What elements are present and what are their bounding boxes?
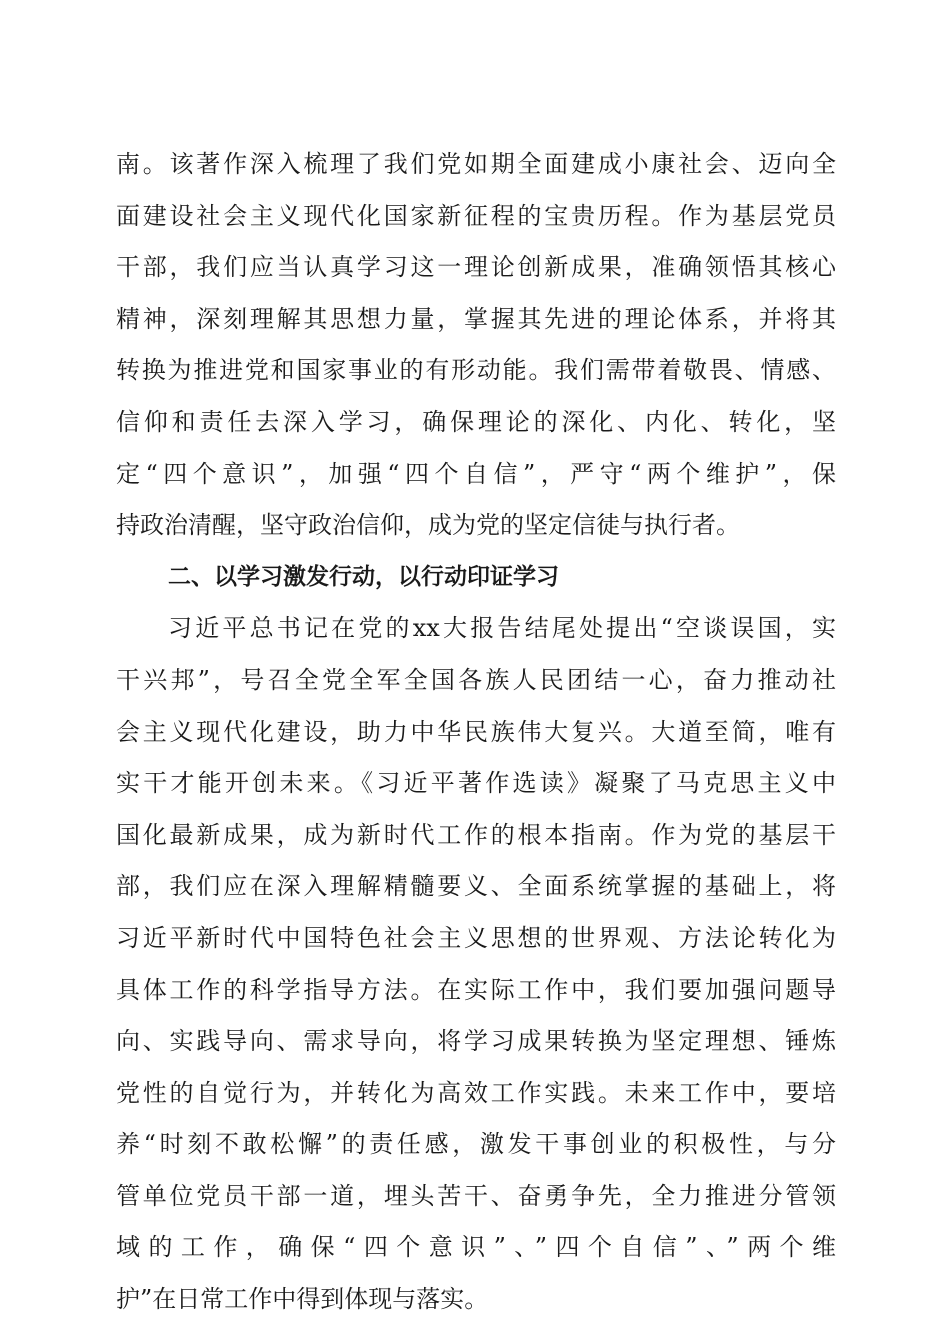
- paragraph-line: 养“时刻不敢松懈”的责任感，激发干事创业的积极性，与分: [116, 1130, 836, 1159]
- paragraph-line: 南。该著作深入梳理了我们党如期全面建成小康社会、迈向全: [116, 150, 836, 178]
- paragraph-line: 面建设社会主义现代化国家新征程的宝贵历程。作为基层党员: [116, 201, 836, 230]
- paragraph-line: 习近平总书记在党的xx大报告结尾处提出“空谈误国，实: [168, 614, 836, 643]
- paragraph-line: 干部，我们应当认真学习这一理论创新成果，准确领悟其核心: [116, 253, 836, 282]
- paragraph-line: 精神，深刻理解其思想力量，掌握其先进的理论体系，并将其: [116, 304, 836, 333]
- paragraph-2: [116, 603, 836, 1325]
- document-page: [116, 139, 836, 1326]
- paragraph-line: 干兴邦”，号召全党全军全国各族人民团结一心，奋力推动社: [116, 665, 836, 694]
- paragraph-line: 护”在日常工作中得到体现与落实。: [116, 1285, 489, 1314]
- paragraph-line: 定“四个意识”，加强“四个自信”，严守“两个维护”，保: [116, 459, 836, 488]
- paragraph-line: 会主义现代化建设，助力中华民族伟大复兴。大道至简，唯有: [116, 717, 836, 746]
- paragraph-line: 持政治清醒，坚守政治信仰，成为党的坚定信徒与执行者。: [116, 511, 740, 540]
- paragraph-line: 部，我们应在深入理解精髓要义、全面系统掌握的基础上，将: [116, 872, 836, 901]
- paragraph-line: 具体工作的科学指导方法。在实际工作中，我们要加强问题导: [116, 975, 836, 1004]
- paragraph-line: 向、实践导向、需求导向，将学习成果转换为坚定理想、锤炼: [116, 1027, 836, 1056]
- paragraph-line: 转换为推进党和国家事业的有形动能。我们需带着敬畏、情感、: [116, 356, 836, 385]
- paragraph-line: 管单位党员干部一道，埋头苦干、奋勇争先，全力推进分管领: [116, 1181, 836, 1210]
- paragraph-line: 习近平新时代中国特色社会主义思想的世界观、方法论转化为: [116, 923, 836, 952]
- paragraph-line: 域的工作，确保“四个意识”、”四个自信”、”两个维: [116, 1233, 836, 1262]
- paragraph-1: [116, 139, 836, 552]
- paragraph-line: 国化最新成果，成为新时代工作的根本指南。作为党的基层干: [116, 820, 836, 849]
- paragraph-line: 信仰和责任去深入学习，确保理论的深化、内化、转化，坚: [116, 407, 836, 436]
- section-heading: 二、以学习激发行动，以行动印证学习: [168, 563, 559, 590]
- paragraph-line: 实干才能开创未来。《习近平著作选读》凝聚了马克思主义中: [116, 769, 836, 798]
- paragraph-line: 党性的自觉行为，并转化为高效工作实践。未来工作中，要培: [116, 1078, 836, 1107]
